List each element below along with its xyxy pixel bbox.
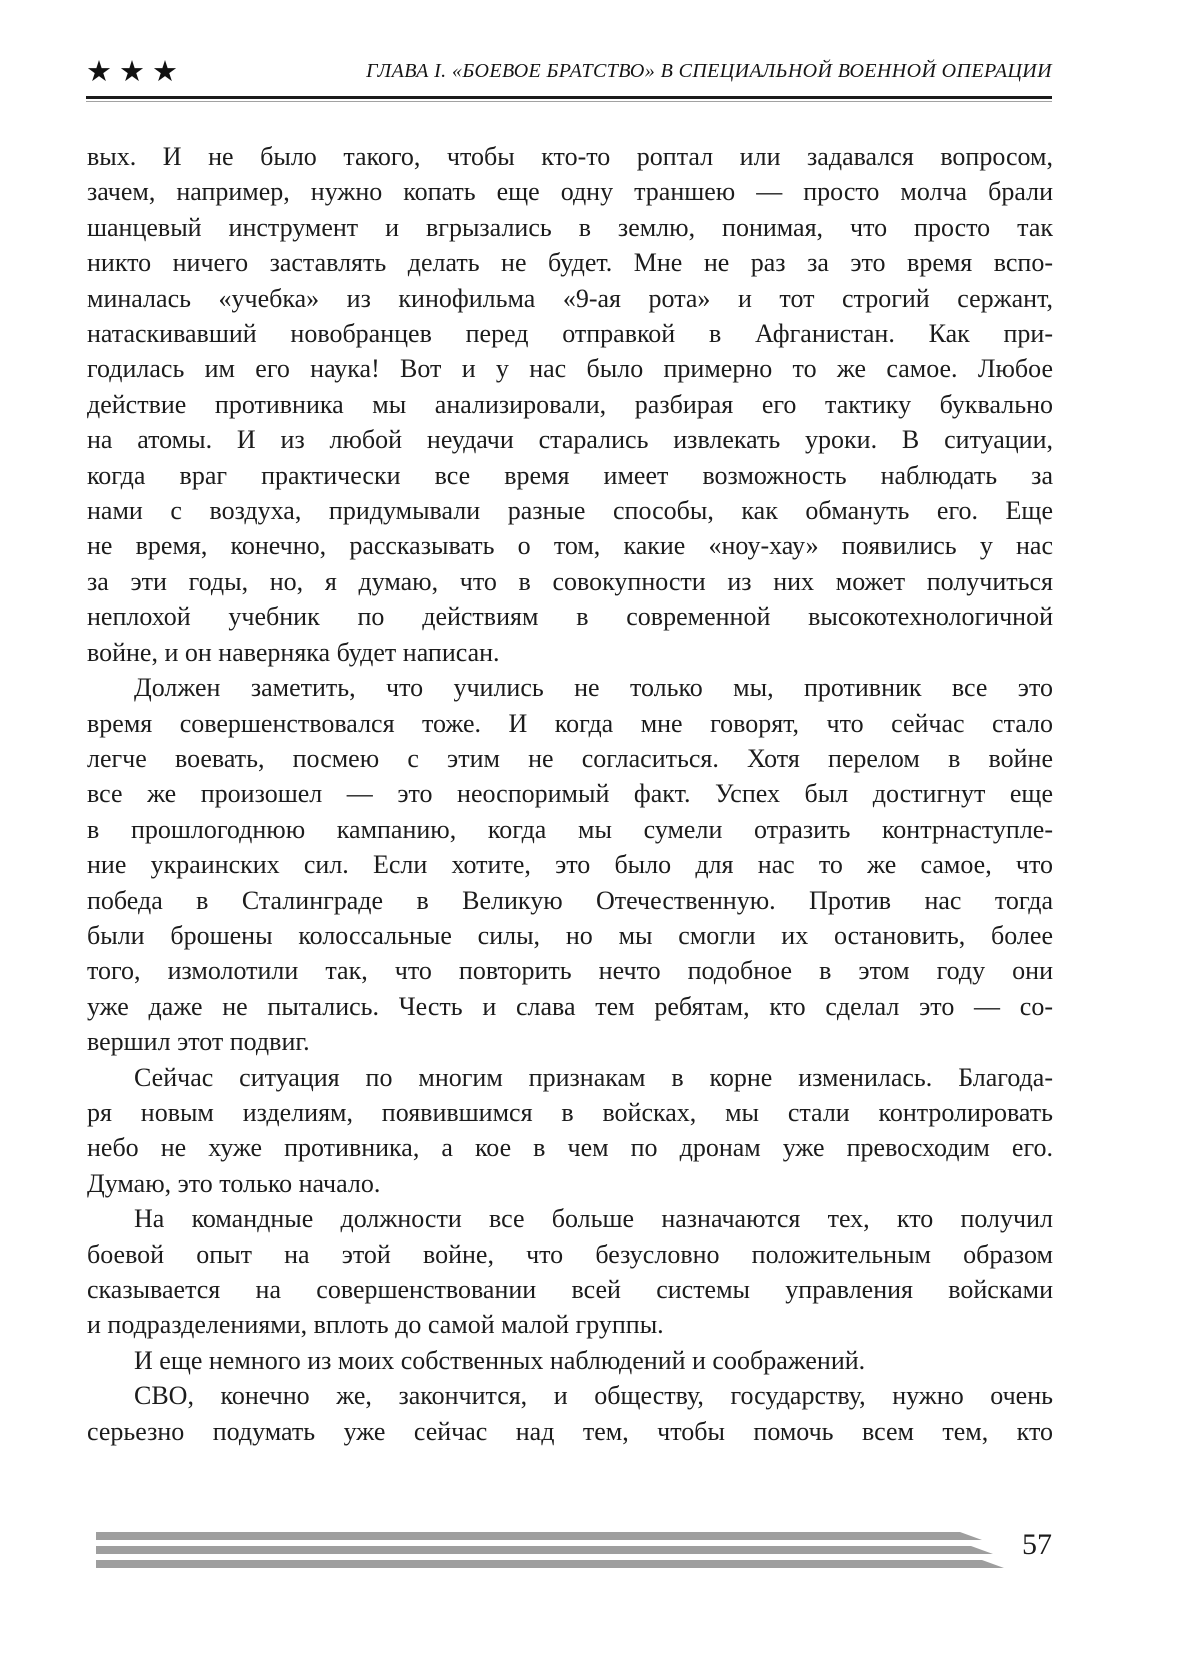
body-line: когда враг практически все время имеет возможность наблюдать за bbox=[87, 460, 1053, 490]
body-line: вершил этот подвиг. bbox=[87, 1027, 310, 1057]
header-rule-shadow bbox=[86, 101, 1052, 102]
body-line: боевой опыт на этой войне, что безусловно положительным образом bbox=[87, 1239, 1053, 1269]
footer-stripe bbox=[96, 1532, 982, 1540]
page-header bbox=[86, 50, 1052, 92]
body-line: легче воевать, посмею с этим не согласиться. Хотя перелом в войне bbox=[87, 743, 1053, 773]
body-line: ря новым изделиям, появившимся в войсках, мы стали контролировать bbox=[87, 1097, 1053, 1127]
header-rule bbox=[86, 96, 1052, 99]
body-line: И еще немного из моих собственных наблюдений и соображений. bbox=[134, 1345, 866, 1375]
footer-stripe bbox=[96, 1560, 1004, 1568]
body-line: СВО, конечно же, закончится, и обществу, государству, нужно очень bbox=[134, 1381, 1053, 1411]
body-line: серьезно подумать уже сейчас над тем, чтобы помочь всем тем, кто bbox=[87, 1416, 1053, 1446]
body-line: годилась им его наука! Вот и у нас было примерно то же самое. Любое bbox=[87, 354, 1053, 384]
body-line: уже даже не пытались. Честь и слава тем ребятам, кто сделал это — со- bbox=[87, 991, 1053, 1021]
body-line: небо не хуже противника, а кое в чем по дронам уже превосходим его. bbox=[87, 1133, 1053, 1163]
body-line: натаскивавший новобранцев перед отправкой в Афганистан. Как при- bbox=[87, 319, 1053, 349]
body-line: все же произошел — это неоспоримый факт. Успех был достигнут еще bbox=[87, 779, 1053, 809]
body-line: ние украинских сил. Если хотите, это было для нас то же самое, что bbox=[87, 850, 1053, 880]
body-line: Думаю, это только начало. bbox=[87, 1168, 381, 1198]
footer-stripes bbox=[96, 1532, 1004, 1574]
body-line: за эти годы, но, я думаю, что в совокупности из них может получиться bbox=[87, 566, 1053, 596]
footer-stripe bbox=[96, 1546, 993, 1554]
body-line: и подразделениями, вплоть до самой малой группы. bbox=[87, 1310, 664, 1340]
body-line: победа в Сталинграде в Великую Отечественную. Против нас тогда bbox=[87, 885, 1053, 915]
body-line: сказывается на совершенствовании всей системы управления войсками bbox=[87, 1275, 1053, 1304]
body-line: не время, конечно, рассказывать о том, какие «ноу-хау» появились у нас bbox=[87, 531, 1053, 561]
body-line: Должен заметить, что учились не только мы, противник все это bbox=[134, 673, 1053, 703]
body-line: неплохой учебник по действиям в современной высокотехнологичной bbox=[87, 602, 1053, 632]
body-line: были брошены колоссальные силы, но мы смогли их остановить, более bbox=[87, 920, 1053, 950]
body-line: миналась «учебка» из кинофильма «9-ая рота» и тот строгий сержант, bbox=[87, 283, 1053, 313]
body-line: нами с воздуха, придумывали разные способы, как обмануть его. Еще bbox=[87, 496, 1053, 526]
body-text bbox=[87, 139, 1053, 1449]
body-line: на атомы. И из любой неудачи старались извлекать уроки. В ситуации, bbox=[87, 425, 1053, 455]
body-line: шанцевый инструмент и вгрызались в землю, понимая, что просто так bbox=[87, 212, 1053, 242]
chapter-title: ГЛАВА I. «БОЕВОЕ БРАТСТВО» В СПЕЦИАЛЬНОЙ ВОЕННОЙ ОПЕРАЦИИ bbox=[366, 59, 1052, 82]
body-line: зачем, например, нужно копать еще одну траншею — просто молча брали bbox=[87, 177, 1053, 207]
three-stars-icon: ★★★ bbox=[86, 53, 185, 88]
page-number: 57 bbox=[1022, 1528, 1052, 1561]
body-line: войне, и он наверняка будет написан. bbox=[87, 637, 500, 667]
body-line: никто ничего заставлять делать не будет. Мне не раз за это время вспо- bbox=[87, 248, 1053, 278]
body-line: время совершенствовался тоже. И когда мне говорят, что сейчас стало bbox=[87, 708, 1053, 738]
body-line: На командные должности все больше назначаются тех, кто получил bbox=[134, 1204, 1053, 1234]
body-line: в прошлогоднюю кампанию, когда мы сумели отразить контрнаступле- bbox=[87, 814, 1053, 844]
body-line: того, измолотили так, что повторить нечто подобное в этом году они bbox=[87, 956, 1053, 986]
body-line: Сейчас ситуация по многим признакам в корне изменилась. Благода- bbox=[134, 1062, 1053, 1092]
body-line: вых. И не было такого, чтобы кто-то роптал или задавался вопросом, bbox=[87, 142, 1053, 171]
body-line: действие противника мы анализировали, разбирая его тактику буквально bbox=[87, 389, 1053, 419]
